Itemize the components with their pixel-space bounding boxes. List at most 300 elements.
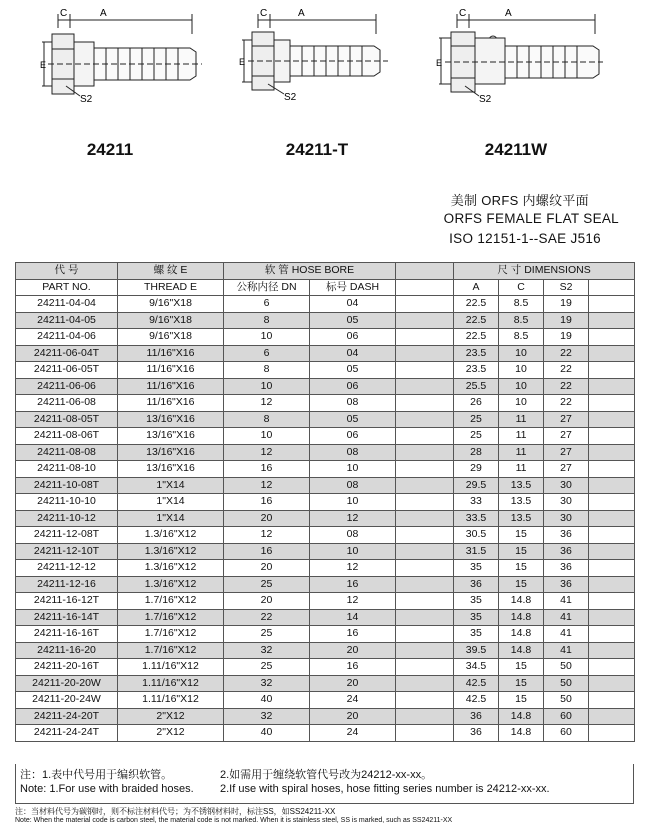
thread-cell: 1.7/16"X12 xyxy=(118,609,224,626)
dim-s2-cell: 50 xyxy=(544,659,589,676)
note-en-1: Note: 1.For use with braided hoses. xyxy=(20,783,194,795)
table-row xyxy=(16,626,635,643)
thread-cell: 13/16"X16 xyxy=(118,428,224,445)
dim-s2-cell: 36 xyxy=(544,576,589,593)
spacer-cell xyxy=(396,642,454,659)
material-note-en: Note: When the material code is carbon steel, the material code is not marked. When it is stainless steel, SS is marked, such as SS24211-XX xyxy=(15,817,453,824)
spacer-cell xyxy=(396,444,454,461)
part-no-cell: 24211-10-08T xyxy=(16,477,118,494)
dn-cell: 25 xyxy=(224,626,310,643)
dash-cell: 16 xyxy=(310,659,396,676)
spacer-cell xyxy=(396,461,454,478)
dim-a-cell: 22.5 xyxy=(454,312,499,329)
spacer-cell xyxy=(396,692,454,709)
thread-cell: 11/16"X16 xyxy=(118,378,224,395)
part-no-cell: 24211-06-08 xyxy=(16,395,118,412)
spacer-cell xyxy=(396,543,454,560)
dim-c-cell: 14.8 xyxy=(499,642,544,659)
dim-label-s2: S2 xyxy=(284,92,297,103)
col-head-dash: 标号 DASH xyxy=(310,279,396,296)
part-no-cell: 24211-04-05 xyxy=(16,312,118,329)
dim-label-s2: S2 xyxy=(479,94,492,104)
dn-cell: 12 xyxy=(224,527,310,544)
table-row xyxy=(16,593,635,610)
table-row xyxy=(16,725,635,742)
spacer-cell xyxy=(589,477,635,494)
spacer-cell xyxy=(589,527,635,544)
spacer-cell xyxy=(589,675,635,692)
spacer-cell xyxy=(396,560,454,577)
col-head-hose-bore: 软 管 HOSE BORE xyxy=(224,263,396,280)
dn-cell: 10 xyxy=(224,428,310,445)
dim-s2-cell: 60 xyxy=(544,708,589,725)
dash-cell: 16 xyxy=(310,626,396,643)
table-row xyxy=(16,362,635,379)
part-no-cell: 24211-12-08T xyxy=(16,527,118,544)
dim-a-cell: 28 xyxy=(454,444,499,461)
spacer-cell xyxy=(396,609,454,626)
note-en-2: 2.If use with spiral hoses, hose fitting series number is 24212-xx-xx. xyxy=(220,783,550,795)
dim-label-s2: S2 xyxy=(80,94,93,104)
dim-s2-cell: 27 xyxy=(544,428,589,445)
title-english: ORFS FEMALE FLAT SEAL xyxy=(443,211,619,226)
thread-cell: 13/16"X16 xyxy=(118,411,224,428)
dim-a-cell: 22.5 xyxy=(454,329,499,346)
dim-s2-cell: 60 xyxy=(544,725,589,742)
notes-block xyxy=(15,764,634,804)
spacer-cell xyxy=(396,296,454,313)
thread-cell: 11/16"X16 xyxy=(118,395,224,412)
dash-cell: 06 xyxy=(310,378,396,395)
dash-cell: 08 xyxy=(310,444,396,461)
dim-label-a: A xyxy=(100,8,107,19)
model-title: 24211 xyxy=(86,140,134,159)
thread-cell: 1"X14 xyxy=(118,477,224,494)
dim-s2-cell: 50 xyxy=(544,675,589,692)
thread-cell: 1.3/16"X12 xyxy=(118,543,224,560)
col-head-a: A xyxy=(454,279,499,296)
spacer-cell xyxy=(589,659,635,676)
dim-a-cell: 26 xyxy=(454,395,499,412)
spacer-cell xyxy=(396,527,454,544)
table-row xyxy=(16,527,635,544)
spacer-cell xyxy=(396,510,454,527)
table-row xyxy=(16,543,635,560)
model-title: 24211-T xyxy=(285,140,349,159)
dash-cell: 06 xyxy=(310,428,396,445)
table-row xyxy=(16,675,635,692)
thread-cell: 11/16"X16 xyxy=(118,345,224,362)
table-row xyxy=(16,609,635,626)
dn-cell: 12 xyxy=(224,444,310,461)
spacer-cell xyxy=(396,659,454,676)
dim-c-cell: 15 xyxy=(499,576,544,593)
dn-cell: 40 xyxy=(224,692,310,709)
dim-label-a: A xyxy=(298,8,305,19)
dn-cell: 16 xyxy=(224,461,310,478)
thread-cell: 1.3/16"X12 xyxy=(118,576,224,593)
dim-c-cell: 11 xyxy=(499,444,544,461)
thread-cell: 1.3/16"X12 xyxy=(118,560,224,577)
table-row xyxy=(16,708,635,725)
thread-cell: 1.7/16"X12 xyxy=(118,626,224,643)
dn-cell: 12 xyxy=(224,477,310,494)
dim-c-cell: 15 xyxy=(499,692,544,709)
spacer-cell xyxy=(589,510,635,527)
dash-cell: 14 xyxy=(310,609,396,626)
dim-a-cell: 35 xyxy=(454,609,499,626)
part-no-cell: 24211-20-16T xyxy=(16,659,118,676)
dim-c-cell: 11 xyxy=(499,428,544,445)
dash-cell: 16 xyxy=(310,576,396,593)
dim-a-cell: 25 xyxy=(454,411,499,428)
dim-c-cell: 15 xyxy=(499,659,544,676)
table-row xyxy=(16,477,635,494)
dim-label-c: C xyxy=(260,8,268,19)
spacer-cell xyxy=(589,329,635,346)
dim-label-c: C xyxy=(459,8,467,19)
spacer-cell xyxy=(396,494,454,511)
dim-a-cell: 33.5 xyxy=(454,510,499,527)
thread-cell: 1.11/16"X12 xyxy=(118,659,224,676)
dim-label-a: A xyxy=(505,8,512,19)
dash-cell: 20 xyxy=(310,642,396,659)
dim-a-cell: 31.5 xyxy=(454,543,499,560)
dim-s2-cell: 22 xyxy=(544,362,589,379)
dash-cell: 24 xyxy=(310,725,396,742)
dim-c-cell: 10 xyxy=(499,362,544,379)
dash-cell: 06 xyxy=(310,329,396,346)
spacer-cell xyxy=(589,296,635,313)
dim-c-cell: 8.5 xyxy=(499,312,544,329)
dim-a-cell: 30.5 xyxy=(454,527,499,544)
part-no-cell: 24211-20-20W xyxy=(16,675,118,692)
note-cn-1: 注：1.表中代号用于编织软管。 xyxy=(20,769,173,781)
thread-cell: 2"X12 xyxy=(118,708,224,725)
spacer-cell xyxy=(396,395,454,412)
col-head-dn: 公称内径 DN xyxy=(224,279,310,296)
dim-a-cell: 34.5 xyxy=(454,659,499,676)
fitting-drawing-24211w xyxy=(435,4,605,104)
spacer-cell xyxy=(396,312,454,329)
spacer-cell xyxy=(396,675,454,692)
spacer-cell xyxy=(589,444,635,461)
part-no-cell: 24211-04-06 xyxy=(16,329,118,346)
dim-s2-cell: 30 xyxy=(544,477,589,494)
table-row xyxy=(16,461,635,478)
dim-a-cell: 29 xyxy=(454,461,499,478)
dim-c-cell: 14.8 xyxy=(499,708,544,725)
dn-cell: 20 xyxy=(224,560,310,577)
dn-cell: 10 xyxy=(224,378,310,395)
dim-c-cell: 10 xyxy=(499,378,544,395)
dash-cell: 24 xyxy=(310,692,396,709)
fitting-drawing-24211-t xyxy=(238,4,408,104)
dim-a-cell: 42.5 xyxy=(454,675,499,692)
spacer-cell xyxy=(589,411,635,428)
dn-cell: 6 xyxy=(224,345,310,362)
dim-a-cell: 22.5 xyxy=(454,296,499,313)
spacer-cell xyxy=(589,609,635,626)
dash-cell: 20 xyxy=(310,708,396,725)
spacer-cell xyxy=(396,345,454,362)
col-head-spacer xyxy=(396,279,454,296)
spacer-cell xyxy=(396,708,454,725)
thread-cell: 13/16"X16 xyxy=(118,444,224,461)
table-row xyxy=(16,312,635,329)
dim-a-cell: 23.5 xyxy=(454,362,499,379)
part-no-cell: 24211-06-04T xyxy=(16,345,118,362)
part-no-cell: 24211-08-05T xyxy=(16,411,118,428)
table-row xyxy=(16,510,635,527)
spacer-cell xyxy=(589,395,635,412)
table-row xyxy=(16,444,635,461)
dim-c-cell: 15 xyxy=(499,560,544,577)
dim-s2-cell: 27 xyxy=(544,411,589,428)
spacer-cell xyxy=(589,725,635,742)
dn-cell: 12 xyxy=(224,395,310,412)
dn-cell: 16 xyxy=(224,494,310,511)
material-note-cn: 注：当材料代号为碳钢时，则不标注材料代号；为不锈钢材料时，标注SS，如SS24211-XX xyxy=(15,807,336,816)
dim-s2-cell: 22 xyxy=(544,378,589,395)
dim-s2-cell: 36 xyxy=(544,527,589,544)
dash-cell: 08 xyxy=(310,527,396,544)
spacer-cell xyxy=(589,543,635,560)
part-no-cell: 24211-04-04 xyxy=(16,296,118,313)
table-row xyxy=(16,411,635,428)
dim-c-cell: 14.8 xyxy=(499,609,544,626)
dim-a-cell: 36 xyxy=(454,708,499,725)
table-row xyxy=(16,395,635,412)
table-row xyxy=(16,494,635,511)
part-no-cell: 24211-16-14T xyxy=(16,609,118,626)
part-no-cell: 24211-10-10 xyxy=(16,494,118,511)
dn-cell: 8 xyxy=(224,312,310,329)
spacer-cell xyxy=(396,378,454,395)
dash-cell: 08 xyxy=(310,477,396,494)
spec-table xyxy=(15,262,635,742)
dash-cell: 05 xyxy=(310,312,396,329)
dim-a-cell: 25.5 xyxy=(454,378,499,395)
note-cn-2: 2.如需用于缠绕软管代号改为24212-xx-xx。 xyxy=(220,769,433,781)
part-no-cell: 24211-12-12 xyxy=(16,560,118,577)
dim-a-cell: 36 xyxy=(454,725,499,742)
dim-label-e: E xyxy=(239,57,246,67)
dim-a-cell: 42.5 xyxy=(454,692,499,709)
dim-c-cell: 15 xyxy=(499,675,544,692)
dash-cell: 12 xyxy=(310,560,396,577)
dn-cell: 25 xyxy=(224,659,310,676)
spacer-cell xyxy=(396,626,454,643)
dim-s2-cell: 22 xyxy=(544,395,589,412)
dim-a-cell: 29.5 xyxy=(454,477,499,494)
col-head-empty xyxy=(589,279,635,296)
thread-cell: 1.7/16"X12 xyxy=(118,593,224,610)
part-no-cell: 24211-08-10 xyxy=(16,461,118,478)
dn-cell: 32 xyxy=(224,642,310,659)
thread-cell: 9/16"X18 xyxy=(118,329,224,346)
dim-c-cell: 13.5 xyxy=(499,494,544,511)
part-no-cell: 24211-24-24T xyxy=(16,725,118,742)
spacer-cell xyxy=(396,329,454,346)
thread-cell: 13/16"X16 xyxy=(118,461,224,478)
dash-cell: 20 xyxy=(310,675,396,692)
dn-cell: 8 xyxy=(224,362,310,379)
spacer-cell xyxy=(589,461,635,478)
spacer-cell xyxy=(396,477,454,494)
dim-label-e: E xyxy=(436,58,443,68)
table-row xyxy=(16,345,635,362)
dim-s2-cell: 41 xyxy=(544,626,589,643)
part-no-cell: 24211-10-12 xyxy=(16,510,118,527)
dim-c-cell: 11 xyxy=(499,461,544,478)
dim-label-e: E xyxy=(40,60,47,70)
spacer-cell xyxy=(589,494,635,511)
dn-cell: 16 xyxy=(224,543,310,560)
part-no-cell: 24211-20-24W xyxy=(16,692,118,709)
dim-s2-cell: 19 xyxy=(544,296,589,313)
dim-s2-cell: 36 xyxy=(544,560,589,577)
col-head-spacer xyxy=(396,263,454,280)
spacer-cell xyxy=(589,692,635,709)
spacer-cell xyxy=(396,362,454,379)
spacer-cell xyxy=(589,626,635,643)
spacer-cell xyxy=(589,312,635,329)
col-head-dimensions: 尺 寸 DIMENSIONS xyxy=(454,263,635,280)
dim-a-cell: 33 xyxy=(454,494,499,511)
dn-cell: 32 xyxy=(224,708,310,725)
thread-cell: 1"X14 xyxy=(118,494,224,511)
spacer-cell xyxy=(589,576,635,593)
col-head-part: PART NO. xyxy=(16,279,118,296)
dn-cell: 20 xyxy=(224,593,310,610)
col-head-s2: S2 xyxy=(544,279,589,296)
dn-cell: 40 xyxy=(224,725,310,742)
part-no-cell: 24211-16-16T xyxy=(16,626,118,643)
dim-label-c: C xyxy=(60,8,68,19)
col-head-thread: THREAD E xyxy=(118,279,224,296)
spacer-cell xyxy=(589,362,635,379)
thread-cell: 1.11/16"X12 xyxy=(118,692,224,709)
spacer-cell xyxy=(396,593,454,610)
part-no-cell: 24211-12-16 xyxy=(16,576,118,593)
table-row xyxy=(16,659,635,676)
part-no-cell: 24211-08-06T xyxy=(16,428,118,445)
thread-cell: 1"X14 xyxy=(118,510,224,527)
thread-cell: 9/16"X18 xyxy=(118,296,224,313)
dim-a-cell: 39.5 xyxy=(454,642,499,659)
dim-s2-cell: 50 xyxy=(544,692,589,709)
title-standard: ISO 12151-1--SAE J516 xyxy=(449,231,601,246)
dim-c-cell: 11 xyxy=(499,411,544,428)
dim-c-cell: 15 xyxy=(499,543,544,560)
spacer-cell xyxy=(589,708,635,725)
table-row xyxy=(16,296,635,313)
dim-c-cell: 14.8 xyxy=(499,725,544,742)
table-row xyxy=(16,378,635,395)
dim-c-cell: 10 xyxy=(499,395,544,412)
dash-cell: 08 xyxy=(310,395,396,412)
model-title: 24211W xyxy=(484,140,548,159)
dim-c-cell: 13.5 xyxy=(499,510,544,527)
part-no-cell: 24211-24-20T xyxy=(16,708,118,725)
dim-c-cell: 8.5 xyxy=(499,329,544,346)
part-no-cell: 24211-12-10T xyxy=(16,543,118,560)
thread-cell: 9/16"X18 xyxy=(118,312,224,329)
dim-s2-cell: 27 xyxy=(544,461,589,478)
dn-cell: 8 xyxy=(224,411,310,428)
thread-cell: 1.11/16"X12 xyxy=(118,675,224,692)
dim-s2-cell: 36 xyxy=(544,543,589,560)
spacer-cell xyxy=(396,576,454,593)
table-row xyxy=(16,560,635,577)
dn-cell: 10 xyxy=(224,329,310,346)
dim-a-cell: 36 xyxy=(454,576,499,593)
thread-cell: 1.3/16"X12 xyxy=(118,527,224,544)
thread-cell: 2"X12 xyxy=(118,725,224,742)
table-header-row-1 xyxy=(16,263,635,280)
fitting-drawing-24211 xyxy=(40,4,210,104)
spacer-cell xyxy=(589,642,635,659)
spacer-cell xyxy=(396,428,454,445)
title-chinese: 美制 ORFS 内螺纹平面 xyxy=(450,193,589,208)
dim-c-cell: 8.5 xyxy=(499,296,544,313)
dim-s2-cell: 19 xyxy=(544,312,589,329)
dim-s2-cell: 41 xyxy=(544,642,589,659)
spacer-cell xyxy=(589,560,635,577)
table-row xyxy=(16,576,635,593)
dim-s2-cell: 19 xyxy=(544,329,589,346)
spacer-cell xyxy=(589,593,635,610)
dash-cell: 10 xyxy=(310,461,396,478)
dim-s2-cell: 41 xyxy=(544,609,589,626)
spacer-cell xyxy=(396,725,454,742)
dim-c-cell: 15 xyxy=(499,527,544,544)
dash-cell: 12 xyxy=(310,510,396,527)
part-no-cell: 24211-08-08 xyxy=(16,444,118,461)
dash-cell: 10 xyxy=(310,494,396,511)
thread-cell: 11/16"X16 xyxy=(118,362,224,379)
dash-cell: 04 xyxy=(310,345,396,362)
dim-s2-cell: 30 xyxy=(544,494,589,511)
part-no-cell: 24211-16-20 xyxy=(16,642,118,659)
col-head-part-cn: 代 号 xyxy=(16,263,118,280)
table-row xyxy=(16,692,635,709)
dn-cell: 20 xyxy=(224,510,310,527)
dim-a-cell: 35 xyxy=(454,593,499,610)
dim-a-cell: 35 xyxy=(454,626,499,643)
dim-s2-cell: 27 xyxy=(544,444,589,461)
dim-s2-cell: 41 xyxy=(544,593,589,610)
dim-s2-cell: 22 xyxy=(544,345,589,362)
dim-a-cell: 35 xyxy=(454,560,499,577)
dim-a-cell: 25 xyxy=(454,428,499,445)
spacer-cell xyxy=(589,428,635,445)
dash-cell: 04 xyxy=(310,296,396,313)
dn-cell: 22 xyxy=(224,609,310,626)
thread-cell: 1.7/16"X12 xyxy=(118,642,224,659)
dn-cell: 25 xyxy=(224,576,310,593)
dim-c-cell: 14.8 xyxy=(499,593,544,610)
dash-cell: 10 xyxy=(310,543,396,560)
dim-s2-cell: 30 xyxy=(544,510,589,527)
spacer-cell xyxy=(589,378,635,395)
col-head-thread-cn: 螺 纹 E xyxy=(118,263,224,280)
table-row xyxy=(16,642,635,659)
dim-a-cell: 23.5 xyxy=(454,345,499,362)
dash-cell: 05 xyxy=(310,411,396,428)
part-no-cell: 24211-06-06 xyxy=(16,378,118,395)
